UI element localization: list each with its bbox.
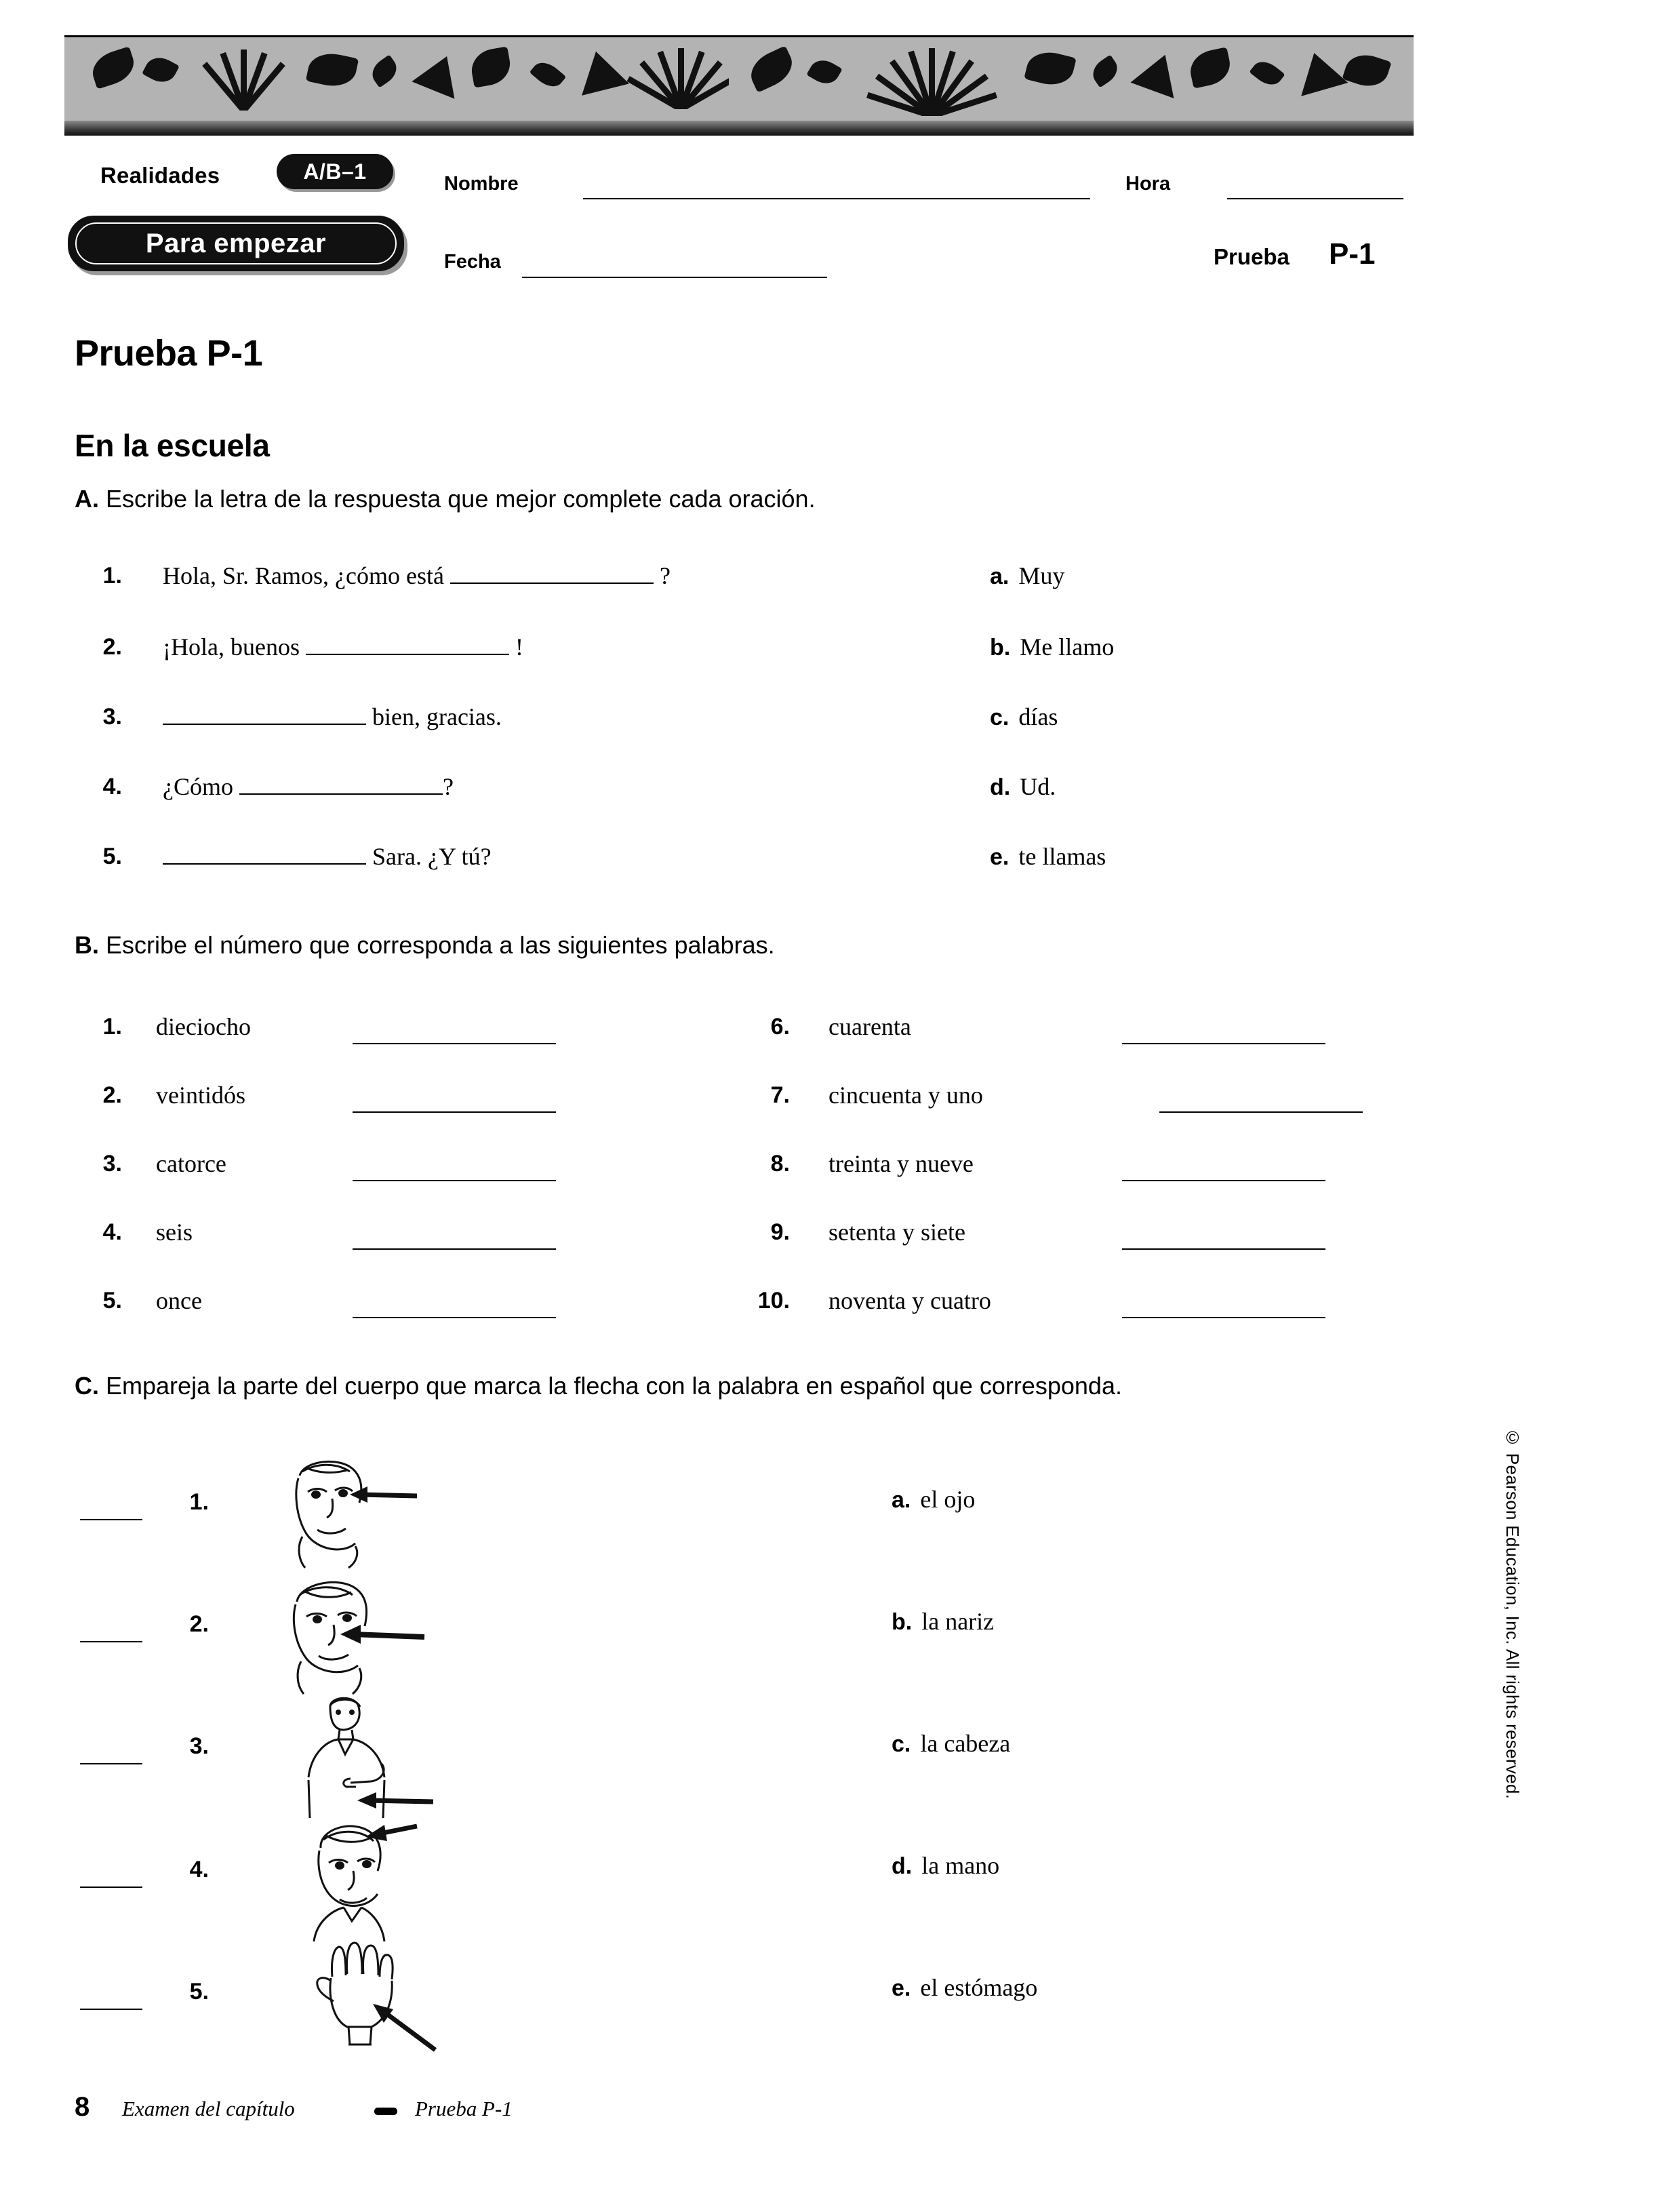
answer-blank[interactable]	[1122, 1180, 1325, 1181]
item-number: 5.	[102, 844, 122, 869]
answer-blank[interactable]	[306, 654, 509, 655]
item-number: 4.	[102, 774, 122, 799]
prueba-number: P-1	[1329, 237, 1376, 271]
section-b-letter: B.	[75, 931, 99, 959]
match-blank-2[interactable]	[80, 1641, 142, 1642]
option-a-d[interactable]: d. Ud.	[990, 773, 1056, 800]
nombre-label: Nombre	[444, 173, 519, 195]
answer-blank[interactable]	[353, 1317, 556, 1318]
section-a-letter: A.	[75, 485, 99, 513]
unit-badge-label: Para empezar	[145, 228, 327, 258]
page-title: Prueba P-1	[75, 333, 263, 374]
section-a-instructions-text: Escribe la letra de la respuesta que mejor complete cada oración.	[106, 485, 816, 513]
unit-badge	[68, 216, 404, 271]
item-number: 4.	[102, 1219, 122, 1245]
page-subtitle: En la escuela	[75, 428, 270, 463]
word-b-4: seis	[156, 1219, 193, 1246]
answer-blank[interactable]	[353, 1043, 556, 1044]
footer-left-text: Examen del capítulo	[122, 2097, 295, 2120]
answer-blank[interactable]	[1122, 1317, 1325, 1318]
option-a-c[interactable]: c. días	[990, 703, 1058, 730]
section-b-instructions	[75, 929, 1363, 962]
question-a-4: ¿Cómo ?	[163, 773, 454, 800]
section-a-instructions	[75, 483, 1363, 515]
footer-divider-dash	[374, 2108, 397, 2115]
answer-blank[interactable]	[239, 793, 443, 795]
section-c-instructions	[75, 1370, 1390, 1402]
question-a-3: bien, gracias.	[163, 703, 502, 731]
option-c-e[interactable]: e. el estómago	[892, 1974, 1038, 2001]
item-number: 3.	[102, 1151, 122, 1177]
word-b-10: noventa y cuatro	[828, 1287, 991, 1314]
figure-hand-arrow	[292, 1936, 441, 2058]
answer-blank[interactable]	[1122, 1248, 1325, 1250]
answer-blank[interactable]	[353, 1180, 556, 1181]
figure-head-arrow	[281, 1814, 424, 1943]
item-number: 2.	[189, 1611, 209, 1637]
answer-blank[interactable]	[353, 1248, 556, 1250]
match-blank-5[interactable]	[80, 2009, 142, 2010]
fecha-field[interactable]	[522, 277, 827, 278]
question-a-2: ¡Hola, buenos !	[163, 633, 523, 660]
match-blank-1[interactable]	[80, 1519, 142, 1520]
item-number: 2.	[102, 634, 122, 660]
option-c-a[interactable]: a. el ojo	[892, 1486, 976, 1513]
copyright-text: © Pearson Education, Inc. All rights reserved.	[1502, 1427, 1523, 1800]
answer-blank[interactable]	[163, 724, 366, 725]
answer-blank[interactable]	[163, 863, 366, 865]
question-a-5: Sara. ¿Y tú?	[163, 842, 492, 871]
item-number: 3.	[189, 1733, 209, 1759]
option-a-a[interactable]: a. Muy	[990, 562, 1065, 589]
word-b-8: treinta y nueve	[828, 1150, 974, 1177]
program-title: Realidades	[100, 163, 220, 188]
option-c-d[interactable]: d. la mano	[892, 1852, 1000, 1879]
section-c-instructions-text: Empareja la parte del cuerpo que marca la flecha con la palabra en español que corresponda.	[106, 1372, 1122, 1400]
word-b-5: once	[156, 1287, 202, 1314]
item-number: 8.	[770, 1151, 790, 1177]
word-b-7: cincuenta y uno	[828, 1082, 983, 1109]
section-c-letter: C.	[75, 1372, 99, 1400]
word-b-2: veintidós	[156, 1082, 245, 1109]
word-b-9: setenta y siete	[828, 1219, 965, 1246]
word-b-1: dieciocho	[156, 1013, 251, 1040]
answer-blank[interactable]	[1122, 1043, 1325, 1044]
figure-face-eye-arrow	[264, 1451, 420, 1573]
page-number: 8	[75, 2092, 90, 2122]
item-number: 5.	[189, 1979, 209, 2004]
match-blank-3[interactable]	[80, 1763, 142, 1764]
answer-blank[interactable]	[450, 582, 654, 584]
prueba-label: Prueba	[1214, 244, 1290, 269]
item-number: 1.	[102, 1014, 122, 1040]
match-blank-4[interactable]	[80, 1887, 142, 1888]
item-number: 1.	[102, 563, 122, 589]
item-number: 10.	[757, 1288, 790, 1314]
word-b-3: catorce	[156, 1150, 226, 1177]
item-number: 5.	[102, 1288, 122, 1314]
decorative-header-band	[64, 35, 1414, 136]
copyright-notice	[1502, 1427, 1529, 1834]
option-c-c[interactable]: c. la cabeza	[892, 1730, 1011, 1757]
word-b-6: cuarenta	[828, 1013, 911, 1040]
nombre-field[interactable]	[583, 198, 1090, 199]
figure-face-nose-arrow	[264, 1572, 427, 1697]
option-a-b[interactable]: b. Me llamo	[990, 633, 1115, 660]
answer-blank[interactable]	[1159, 1111, 1363, 1113]
item-number: 3.	[102, 704, 122, 730]
item-number: 7.	[770, 1082, 790, 1108]
footer-right-text: Prueba P-1	[415, 2097, 513, 2120]
figure-torso-stomach-arrow	[268, 1692, 437, 1821]
item-number: 2.	[102, 1082, 122, 1108]
question-a-1: Hola, Sr. Ramos, ¿cómo está ?	[163, 562, 671, 589]
item-number: 9.	[770, 1219, 790, 1245]
hora-field[interactable]	[1227, 198, 1403, 199]
section-b-instructions-text: Escribe el número que corresponda a las siguientes palabras.	[106, 931, 775, 959]
item-number: 4.	[189, 1857, 209, 1882]
option-a-e[interactable]: e. te llamas	[990, 843, 1106, 870]
answer-blank[interactable]	[353, 1111, 556, 1113]
item-number: 1.	[189, 1489, 209, 1515]
hora-label: Hora	[1125, 173, 1171, 195]
fecha-label: Fecha	[444, 251, 501, 273]
level-badge: A/B–1	[277, 154, 393, 189]
item-number: 6.	[770, 1014, 790, 1040]
option-c-b[interactable]: b. la nariz	[892, 1608, 995, 1635]
